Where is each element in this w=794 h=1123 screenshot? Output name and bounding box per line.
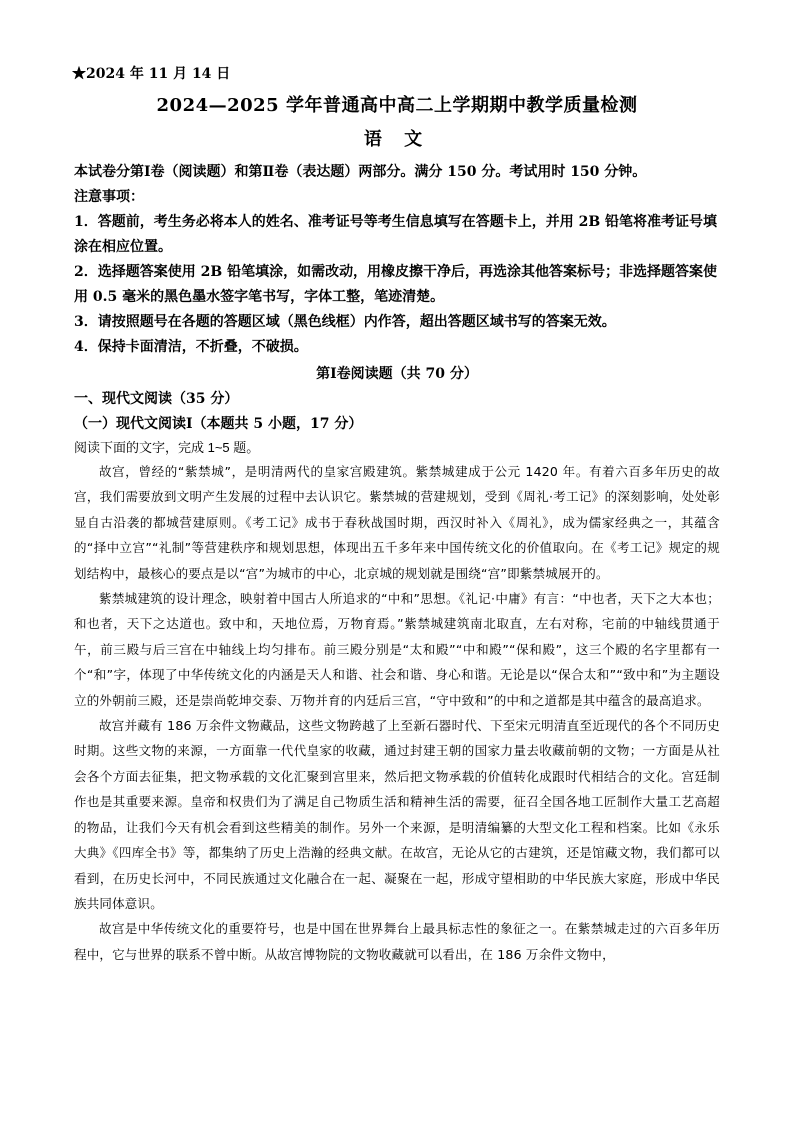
passage-paragraph-3: 故宫并藏有 186 万余件文物藏品，这些文物跨越了上至新石器时代、下至宋元明清直至近现代的各个不同历史时期。这些文物的来源，一方面靠一代代皇家的收藏，通过封建王朝的国家力量去收藏前朝的文物；一方面是从社会各个方面去征集，把文物承载的文化汇聚到宫里来，然后把文物承载的价值转化成跟时代相结合的文化。宫廷制作也是其重要来源。皇帝和权贵们为了满足自己物质生活和精神生活的需要，征召全国各地工匠制作大量工艺高超的物品，让我们今天有机会看到这些精美的制作。另外一个来源，是明清编纂的大型文化工程和档案。比如《永乐大典》《四库全书》等，都集纳了历史上浩瀚的经典文献。在故宫，无论从它的古建筑，还是馆藏文物，我们都可以看到，在历史长河中，不同民族通过文化融合在一起、凝聚在一起，形成守望相助的中华民族大家庭，形成中华民族共同体意识。 bbox=[74, 718, 720, 911]
part1-title: 第Ⅰ卷阅读题（共 70 分） bbox=[316, 366, 478, 382]
passage-paragraph-4: 故宫是中华传统文化的重要符号，也是中国在世界舞台上最具标志性的象征之一。在紫禁城走过的六百多年历程中，它与世界的联系不曾中断。从故宫博物院的文物收藏就可以看出，在 186 万余件文物中， bbox=[74, 921, 720, 962]
note-item-1: 1．答题前，考生务必将本人的姓名、准考证号等考生信息填写在答题卡上，并用 2B 铅笔将准考证号填涂在相应位置。 bbox=[74, 214, 718, 255]
passage-paragraph-2: 紫禁城建筑的设计理念，映射着中国古人所追求的“中和”思想。《礼记·中庸》有言：“中也者，天下之大本也；和也者，天下之达道也。致中和，天地位焉，万物育焉。”紫禁城建筑南北取直，左右对称，宅前的中轴线贯通于午，前三殿与后三宫在中轴线上均匀排布。前三殿分别是“太和殿”“中和殿”“保和殿”，这三个殿的名字里都有一个“和”字，体现了中华传统文化的内涵是天人和谐、社会和谐、身心和谐。无论是以“保合太和”“致中和”为主题设立的外朝前三殿，还是崇尚乾坤交泰、万物并育的内廷后三宫，“守中致和”的中和之道都是其中蕴含的最高追求。 bbox=[74, 591, 720, 708]
notes-heading: 注意事项： bbox=[74, 189, 144, 205]
subject-title: 语 文 bbox=[363, 129, 431, 150]
note-item-2: 2．选择题答案使用 2B 铅笔填涂，如需改动，用橡皮擦干净后，再选涂其他答案标号；非选择题答案使用 0.5 毫米的黑色墨水签字笔书写，字体工整，笔迹清楚。 bbox=[74, 264, 718, 305]
subsection-heading: （一）现代文阅读Ⅰ（本题共 5 小题，17 分） bbox=[74, 416, 363, 432]
passage-paragraph-1: 故宫，曾经的“紫禁城”，是明清两代的皇家宫殿建筑。紫禁城建成于公元 1420 年。有着六百多年历史的故宫，我们需要放到文明产生发展的过程中去认识它。紫禁城的营建规划，受到《周礼·考工记》的深刻影响，处处彰显自古沿袭的都城营建原则。《考工记》成书于春秋战国时期，西汉时补入《周礼》，成为儒家经典之一，其蕴含的“择中立宫”“礼制”等营建秩序和规划思想，体现出五千多年来中国传统文化的价值取向。在《考工记》规定的规划结构中，最核心的要点是以“宫”为城市的中心，北京城的规划就是围绕“宫”即紫禁城展开的。 bbox=[74, 464, 720, 581]
section-heading: 一、现代文阅读（35 分） bbox=[74, 391, 239, 407]
reading-instruction: 阅读下面的文字，完成 1~5 题。 bbox=[74, 440, 260, 455]
exam-date: ★2024 年 11 月 14 日 bbox=[72, 66, 231, 82]
note-item-4: 4．保持卡面清洁，不折叠，不破损。 bbox=[74, 339, 308, 355]
exam-intro: 本试卷分第Ⅰ卷（阅读题）和第Ⅱ卷（表达题）两部分。满分 150 分。考试用时 150 分钟。 bbox=[74, 164, 647, 180]
note-item-3: 3．请按照题号在各题的答题区域（黑色线框）内作答，超出答题区域书写的答案无效。 bbox=[74, 314, 616, 330]
exam-title: 2024—2025 学年普通高中高二上学期期中教学质量检测 bbox=[156, 95, 638, 116]
